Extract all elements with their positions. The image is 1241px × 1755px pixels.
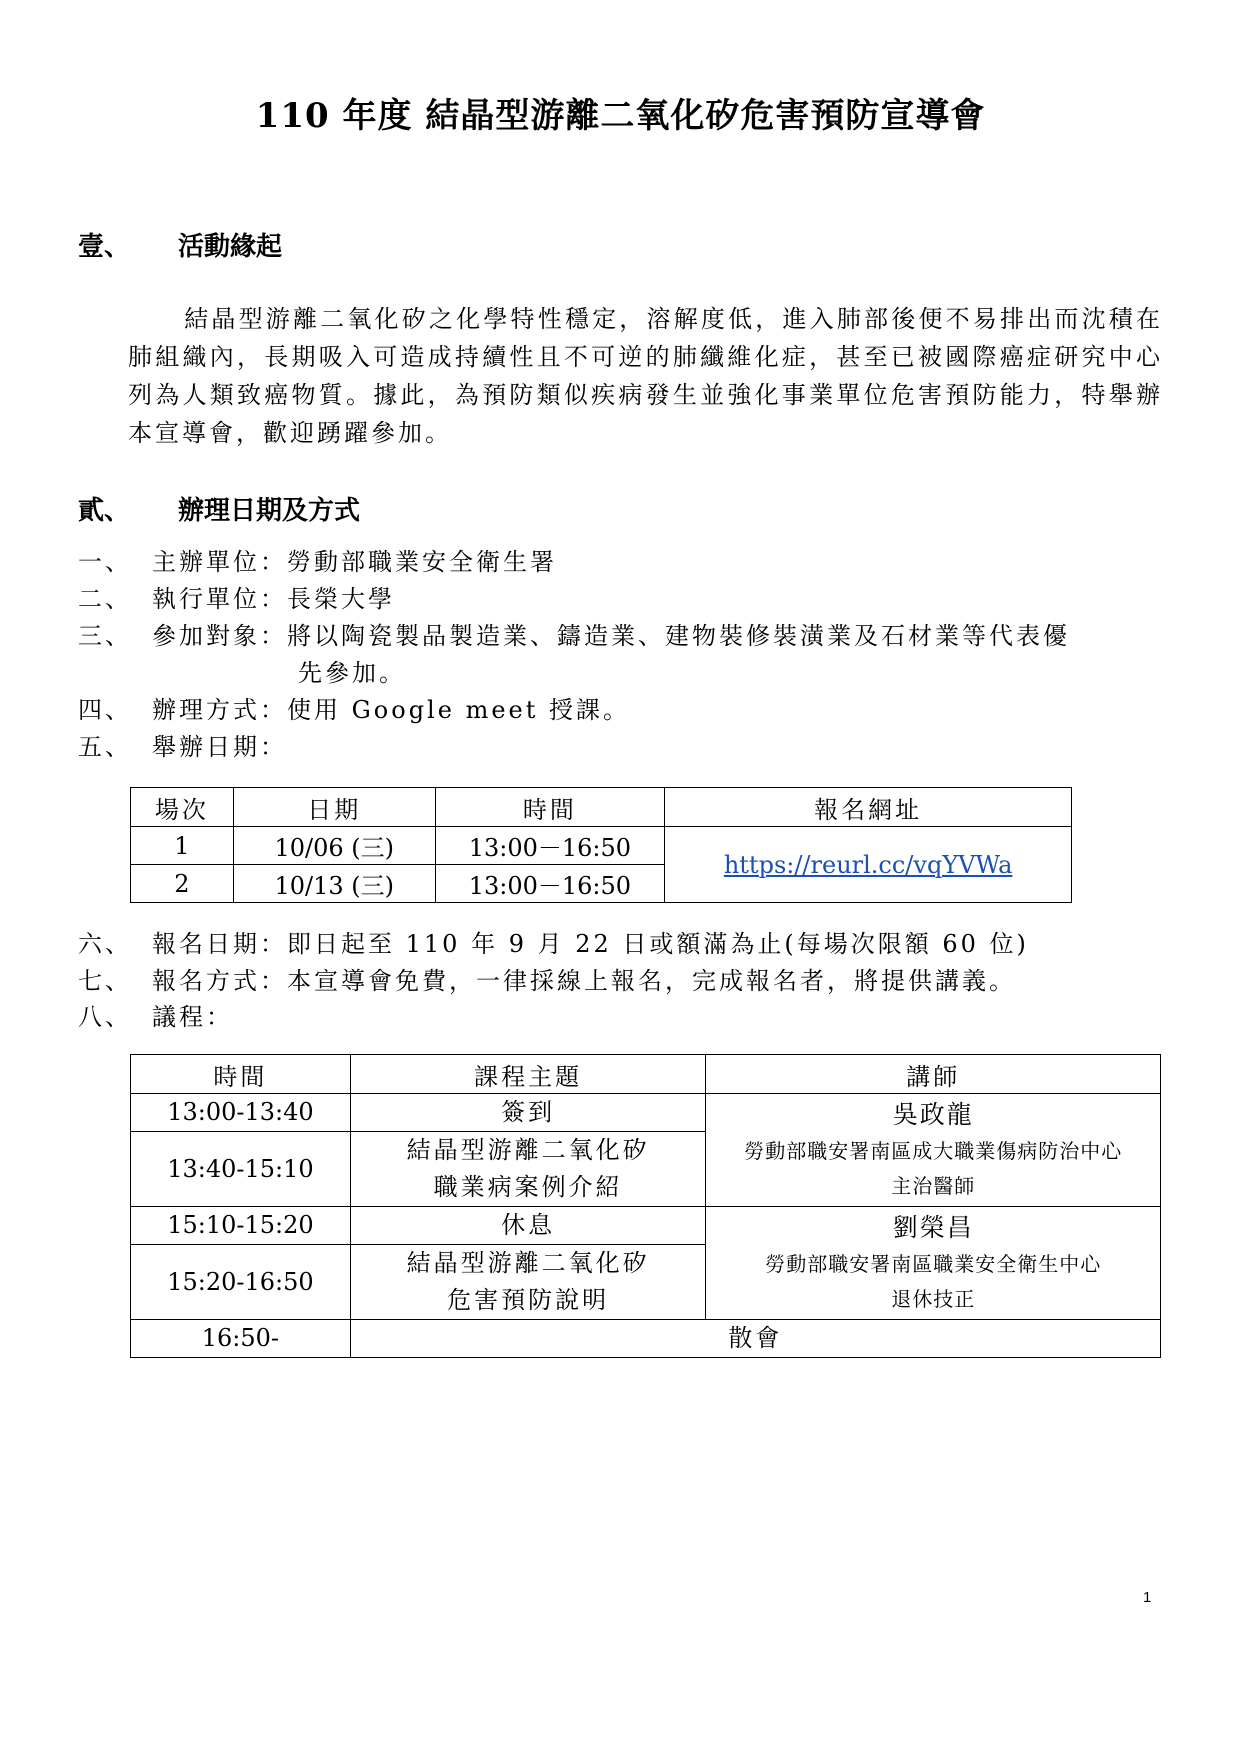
item-number: 三、 <box>78 622 132 650</box>
header-time: 時間 <box>435 788 665 827</box>
cell-session: 1 <box>131 827 234 865</box>
document-title: 110 年度 結晶型游離二氧化矽危害預防宣導會 <box>255 96 986 136</box>
item-number: 七、 <box>78 967 132 995</box>
topic-line-2: 職業病案例介紹 <box>433 1173 623 1201</box>
speaker-title: 退休技正 <box>891 1287 976 1311</box>
item-label: 報名方式： <box>152 967 287 995</box>
list-item-method <box>78 692 630 729</box>
table-row <box>131 1207 1161 1245</box>
schedule-table <box>130 787 1072 903</box>
item-text: 使用 Google meet 授課。 <box>287 696 631 724</box>
header-topic: 課程主題 <box>350 1055 706 1094</box>
item-number: 五、 <box>78 733 132 761</box>
item-number: 八、 <box>78 1003 132 1031</box>
registration-link[interactable]: https://reurl.cc/vqYVWa <box>723 850 1013 879</box>
list-item-agenda <box>78 999 233 1036</box>
speaker-name: 劉榮昌 <box>892 1213 974 1242</box>
list-item-organizer <box>78 544 557 581</box>
item-label: 辦理方式： <box>152 696 287 724</box>
cell-date: 10/13 (三) <box>233 865 435 903</box>
item-number: 二、 <box>78 585 132 613</box>
item-label: 主辦單位： <box>152 548 287 576</box>
cell-time: 13:00－16:50 <box>435 865 665 903</box>
section-heading-2 <box>78 490 360 527</box>
item-text: 勞動部職業安全衛生署 <box>287 548 557 576</box>
header-session: 場次 <box>131 788 234 827</box>
list-item-participants <box>78 618 1070 687</box>
list-item-registration-date <box>78 926 1029 963</box>
cell-time: 13:00-13:40 <box>131 1094 351 1132</box>
cell-time: 15:10-15:20 <box>131 1207 351 1245</box>
speaker-organization: 勞動部職安署南區成大職業傷病防治中心 <box>744 1139 1123 1163</box>
speaker-title: 主治醫師 <box>891 1174 976 1198</box>
page-number: 1 <box>1143 1589 1152 1606</box>
header-speaker: 講師 <box>706 1055 1161 1094</box>
cell-time: 13:40-15:10 <box>131 1132 351 1207</box>
cell-time: 13:00－16:50 <box>435 827 665 865</box>
cell-time: 16:50- <box>131 1320 351 1358</box>
agenda-table <box>130 1054 1161 1358</box>
intro-paragraph <box>128 300 1163 452</box>
section-number: 貳、 <box>78 496 131 526</box>
cell-topic: 簽到 <box>350 1094 706 1132</box>
section-heading-1 <box>78 226 282 263</box>
table-header-row <box>131 788 1072 827</box>
table-header-row <box>131 1055 1161 1094</box>
item-label: 執行單位： <box>152 585 287 613</box>
item-number: 四、 <box>78 696 132 724</box>
speaker-name: 吳政龍 <box>892 1100 974 1129</box>
cell-date: 10/06 (三) <box>233 827 435 865</box>
table-row <box>131 1320 1161 1358</box>
item-number: 六、 <box>78 930 132 958</box>
list-item-registration-method <box>78 963 1016 1000</box>
item-label: 報名日期： <box>152 930 287 958</box>
item-text: 即日起至 110 年 9 月 22 日或額滿為止(每場次限額 60 位) <box>287 930 1029 958</box>
topic-line-1: 結晶型游離二氧化矽 <box>406 1249 650 1277</box>
intro-text: 結晶型游離二氧化矽之化學特性穩定，溶解度低，進入肺部後便不易排出而沈積在肺組織內，長期吸入可造成持續性且不可逆的肺纖維化症，甚至已被國際癌症研究中心列為人類致癌物質。據此，為預防類似疾病發生並強化事業單位危害預防能力，特舉辦本宣導會，歡迎踴躍參加。 <box>128 305 1163 447</box>
cell-topic: 散會 <box>350 1320 1160 1358</box>
header-time: 時間 <box>131 1055 351 1094</box>
item-text: 長榮大學 <box>287 585 395 613</box>
list-item-dates <box>78 729 287 766</box>
item-number: 一、 <box>78 548 132 576</box>
item-text: 將以陶瓷製品製造業、鑄造業、建物裝修裝潢業及石材業等代表優 <box>287 622 1070 650</box>
header-date: 日期 <box>233 788 435 827</box>
item-text-continued: 先參加。 <box>298 659 406 687</box>
section-title: 活動緣起 <box>178 232 283 262</box>
speaker-organization: 勞動部職安署南區職業安全衛生中心 <box>765 1252 1102 1276</box>
cell-topic <box>350 1132 706 1207</box>
topic-line-1: 結晶型游離二氧化矽 <box>406 1136 650 1164</box>
cell-topic <box>350 1245 706 1320</box>
cell-session: 2 <box>131 865 234 903</box>
cell-speaker-1 <box>706 1094 1161 1207</box>
header-url: 報名網址 <box>665 788 1072 827</box>
cell-url <box>665 827 1072 903</box>
section-title: 辦理日期及方式 <box>178 496 361 526</box>
table-row <box>131 827 1072 865</box>
section-number: 壹、 <box>78 232 131 262</box>
item-label: 參加對象： <box>152 622 287 650</box>
item-label: 議程： <box>152 1003 233 1031</box>
topic-line-2: 危害預防說明 <box>447 1286 610 1314</box>
cell-time: 15:20-16:50 <box>131 1245 351 1320</box>
list-item-executor <box>78 581 395 618</box>
cell-speaker-2 <box>706 1207 1161 1320</box>
item-text: 本宣導會免費，一律採線上報名，完成報名者，將提供講義。 <box>287 967 1016 995</box>
table-row <box>131 1094 1161 1132</box>
item-label: 舉辦日期： <box>152 733 287 761</box>
cell-topic: 休息 <box>350 1207 706 1245</box>
